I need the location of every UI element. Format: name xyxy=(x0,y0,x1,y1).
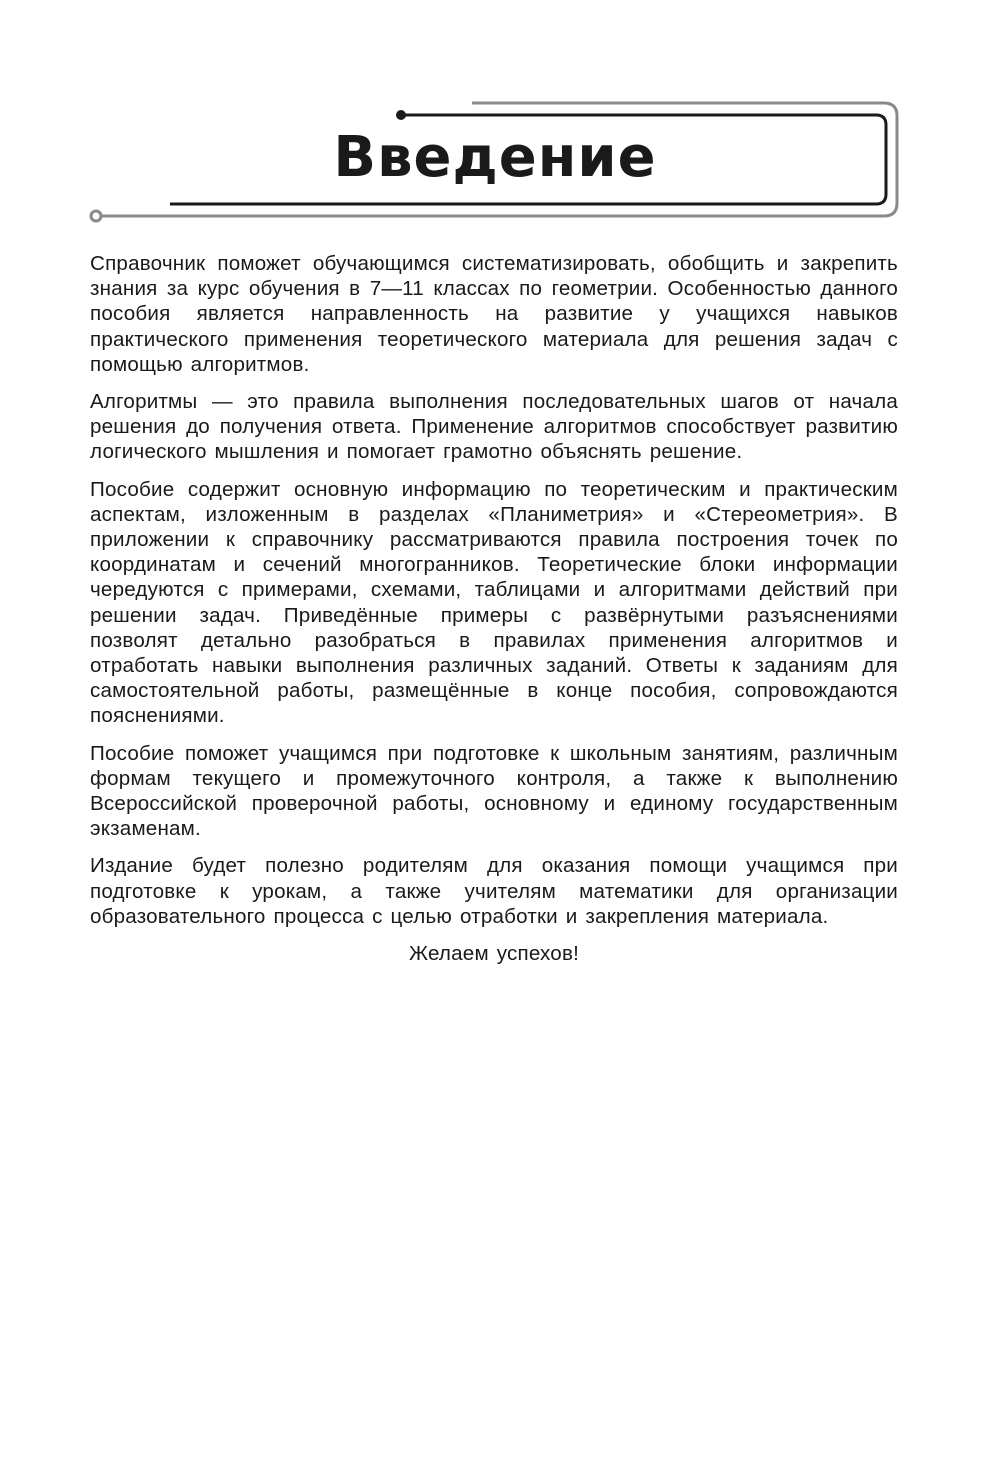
intro-text xyxy=(90,251,898,978)
heading-frame-left-ring xyxy=(91,211,101,221)
paragraph-5: Издание будет полезно родителям для оказания помощи учащимся при подготовке к урокам, а также учителям математики для организации образовательного процесса с целью отработки и закрепления материала. xyxy=(90,854,898,928)
paragraph-3: Пособие содержит основную информацию по теоретическим и практическим аспектам, изложенным в разделах «Планиметрия» и «Стереометрия». В приложении к справочнику рассматриваются правила построения точек по координатам и сечений многогранников. Теоретические блоки информации чередуются с примерами, схемами, таблицами и алгоритмами действий при решении задач. Приведённые примеры с развёрнутыми разъяснениями позволят детально разобраться в правилах применения алгоритмов и отработать навыки выполнения различных заданий. Ответы к заданиям для самостоятельной работы, размещённые в конце пособия, сопровождаются пояснениями. xyxy=(90,477,898,728)
paragraph-1: Справочник поможет обучающимся систематизировать, обобщить и закрепить знания за курс обучения в 7—11 классах по геометрии. Особенностью данного пособия является направленность на развитие у учащихся навыков практического применения теоретического материала для решения задач с помощью алгоритмов. xyxy=(90,252,898,376)
paragraph-4: Пособие поможет учащимся при подготовке к школьным занятиям, различным формам текущего и промежуточного контроля, а также к выполнению Всероссийской проверочной работы, основному и единому государственным экзаменам. xyxy=(90,741,898,841)
paragraph-2: Алгоритмы — это правила выполнения последовательных шагов от начала решения до получения ответа. Применение алгоритмов способствует развитию логического мышления и помогает грамотно объяснять решение. xyxy=(90,390,898,464)
closing-line: Желаем успехов! xyxy=(408,942,580,966)
page-title: Введение xyxy=(333,125,657,190)
